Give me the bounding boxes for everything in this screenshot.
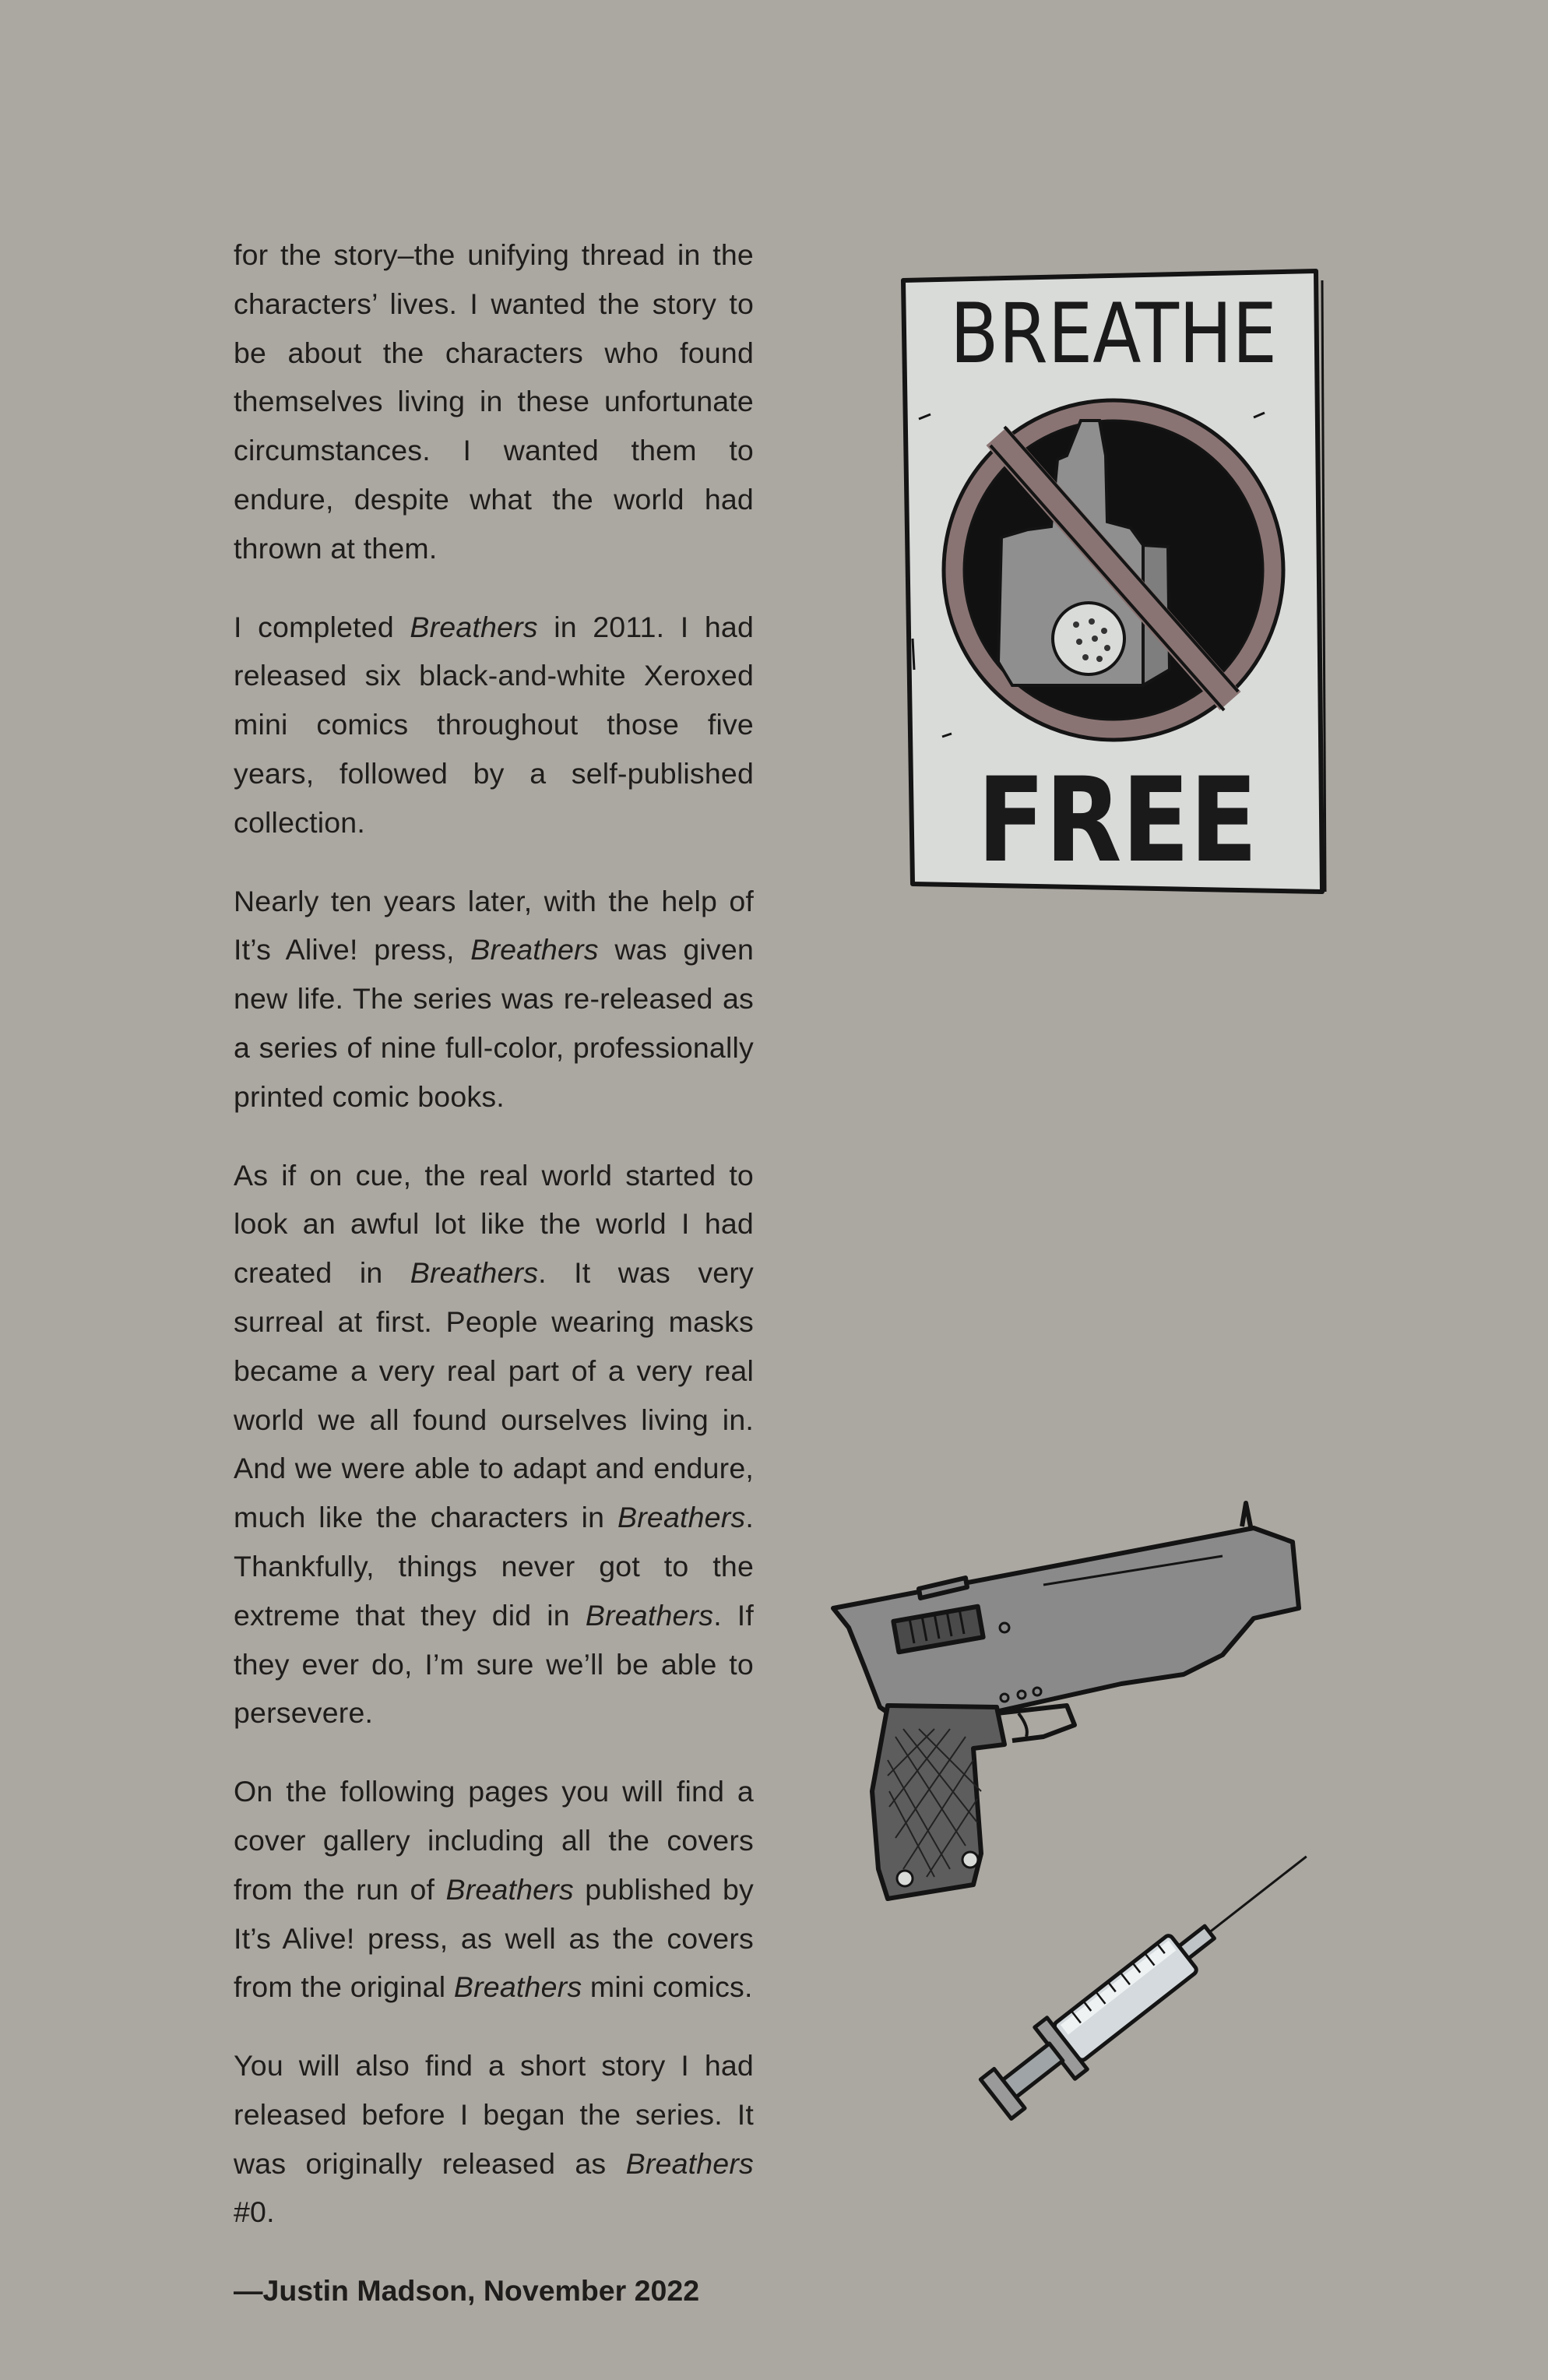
text-run: I completed — [234, 610, 410, 643]
paragraph — [234, 1767, 754, 2012]
italic-title: Breathers — [445, 1872, 574, 1906]
text-run: . Thankfully, things never got to the extreme that they did in — [234, 1501, 754, 1632]
text-run: As if on cue, the real world started to look an awful lot like the world I had created in — [234, 1158, 754, 1290]
text-run: in 2011. I had released six black-and-white Xeroxed mini comics throughout those five years, followed by a self-published collection. — [234, 610, 754, 839]
italic-title: Breathers — [617, 1501, 746, 1534]
paragraph — [234, 877, 754, 1121]
syringe-illustration — [946, 1822, 1335, 2149]
paragraph — [234, 1151, 754, 1738]
text-run: #0. — [234, 2195, 275, 2229]
poster-bottom-word: FREE — [977, 753, 1258, 889]
text-run: mini comics. — [582, 1970, 753, 2004]
author-signature: —Justin Madson, November 2022 — [234, 2274, 700, 2308]
italic-title: Breathers — [410, 610, 538, 643]
text-run: Nearly ten years later, with the help of It’s Alive! press, — [234, 884, 754, 966]
paragraph — [234, 603, 754, 847]
text-run: . It was very surreal at first. People wearing masks became a very real part of a very real world we all found ourselves living in. And we were able to adapt and endure, much like the characters in — [234, 1256, 754, 1534]
italic-title: Breathers — [625, 2146, 754, 2180]
italic-title: Breathers — [470, 933, 599, 966]
text-run: published by It’s Alive! press, as well as the covers from the original — [234, 1872, 754, 2004]
paragraph — [234, 2041, 754, 2237]
breathe-free-poster-illustration — [895, 265, 1332, 903]
text-run: On the following pages you will find a cover gallery including all the covers from the run of — [234, 1775, 754, 1906]
italic-title: Breathers — [453, 1970, 582, 2004]
text-run: was given new life. The series was re-released as a series of nine full-color, professionally printed comic books. — [234, 933, 754, 1113]
poster-top-word: BREATHE — [950, 286, 1277, 382]
text-run: You will also find a short story I had released before I began the series. It was originally released as — [234, 2049, 754, 2180]
ban-symbol-icon — [944, 400, 1283, 740]
paragraph — [234, 231, 754, 573]
article-text — [234, 231, 754, 2315]
text-run: for the story–the unifying thread in the characters’ lives. I wanted the story to be about the characters who found themselves living in these unfortunate circumstances. I wanted them to endure, despite what the world had thrown at them. — [234, 238, 754, 565]
italic-title: Breathers — [585, 1598, 714, 1632]
syringe-drawing — [976, 1831, 1326, 2125]
text-run: . If they ever do, I’m sure we’ll be able to persevere. — [234, 1598, 754, 1730]
italic-title: Breathers — [410, 1256, 539, 1290]
